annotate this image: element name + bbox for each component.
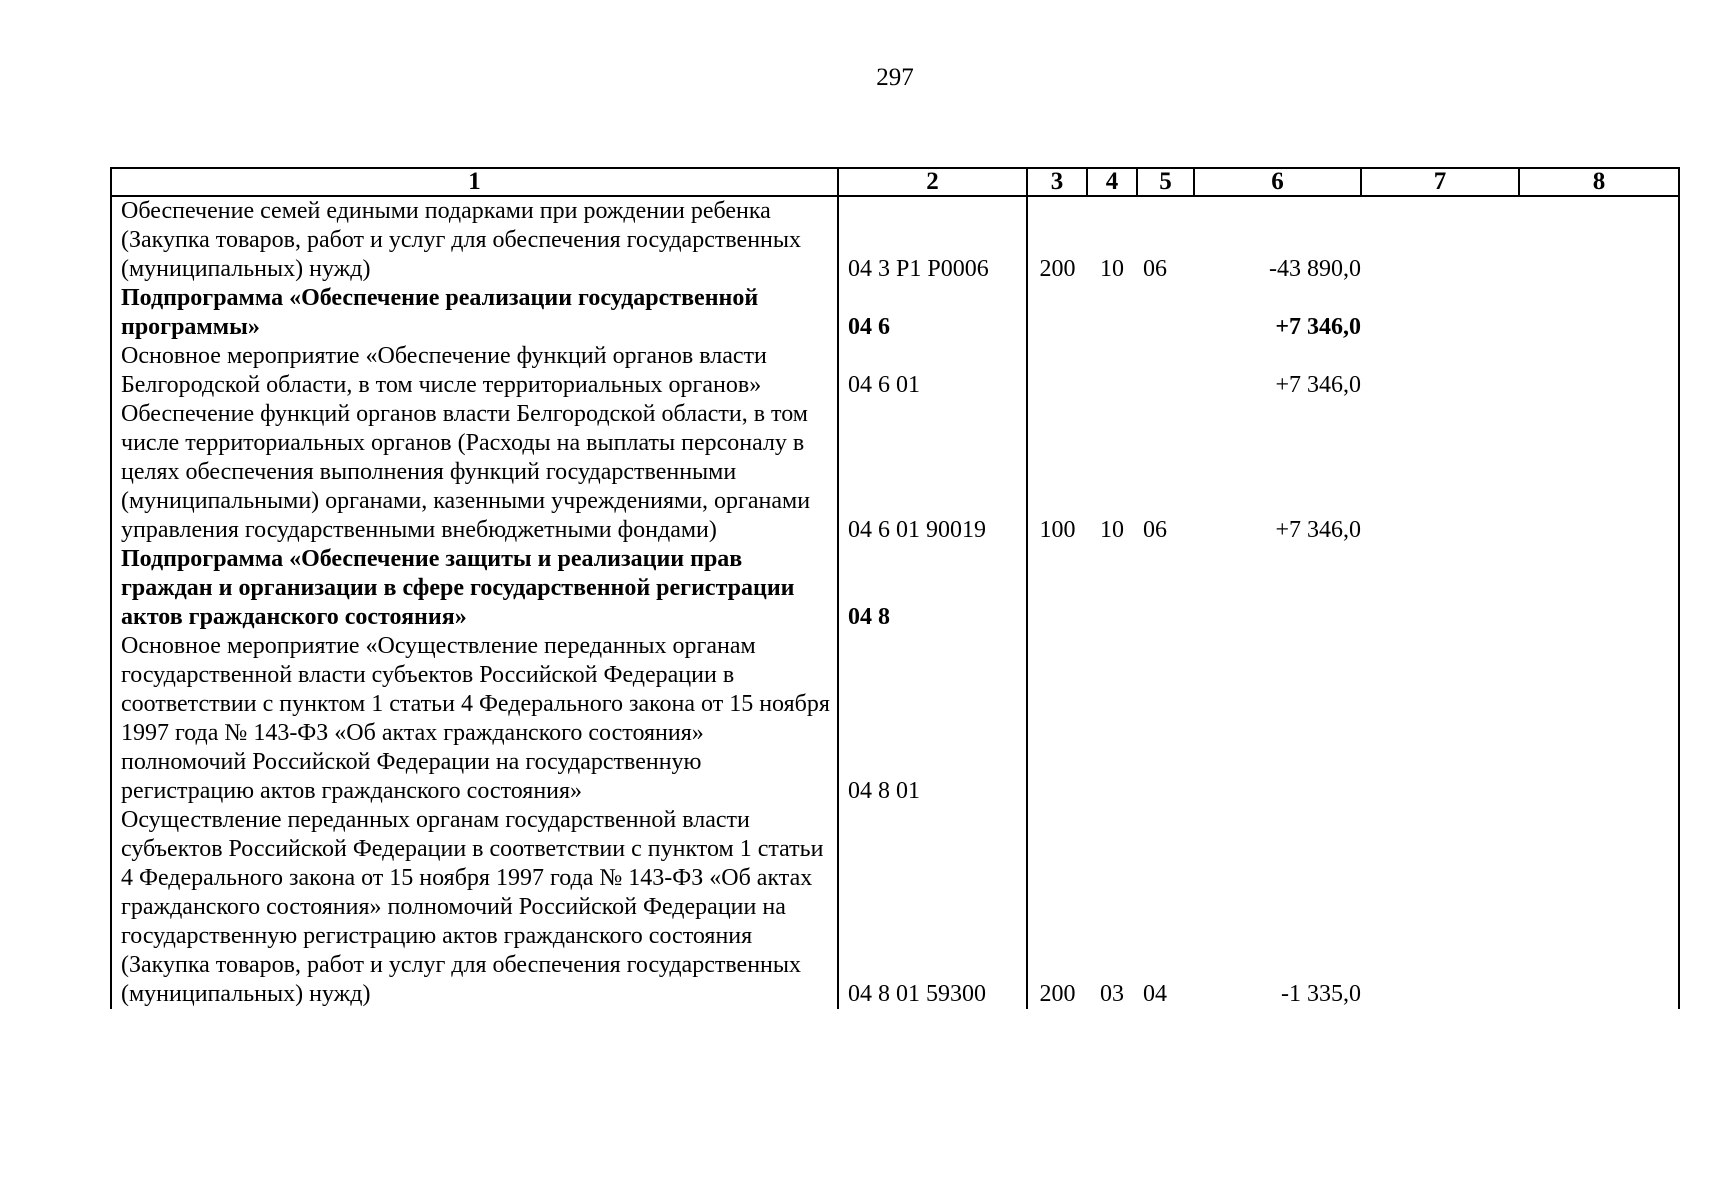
row-expense-type-cell: 100 (1027, 400, 1087, 545)
row-col8-cell (1519, 400, 1679, 545)
header-col-7: 7 (1361, 168, 1519, 196)
table-row (111, 284, 1679, 342)
row-subsection-cell (1137, 545, 1194, 632)
row-col7-cell (1361, 806, 1519, 1009)
row-subsection-cell: 06 (1143, 256, 1167, 282)
row-col7-cell (1361, 400, 1519, 545)
row-name-cell: Подпрограмма «Обеспечение защиты и реализации прав граждан и организации в сфере государственной регистрации актов гражданского состояния» (111, 545, 838, 632)
row-section-cell: 10 (1100, 517, 1124, 543)
row-expense-type-cell (1027, 284, 1087, 342)
header-col-5: 5 (1137, 168, 1194, 196)
header-col-4: 4 (1087, 168, 1137, 196)
table-body (111, 196, 1679, 1009)
table-row (111, 545, 1679, 632)
row-col8-cell (1519, 196, 1679, 284)
row-amount-cell: +7 346,0 (1275, 314, 1361, 340)
header-col-8: 8 (1519, 168, 1679, 196)
row-expense-type-cell (1027, 342, 1087, 400)
row-section-cell (1087, 632, 1137, 806)
row-amount-cell (1194, 545, 1361, 632)
row-amount-cell: +7 346,0 (1275, 372, 1361, 398)
row-col7-cell (1361, 632, 1519, 806)
header-col-1: 1 (111, 168, 838, 196)
row-col7-cell (1361, 284, 1519, 342)
row-amount-cell (1194, 632, 1361, 806)
budget-table (110, 167, 1680, 1009)
row-col8-cell (1519, 284, 1679, 342)
row-col7-cell (1361, 196, 1519, 284)
row-name-cell: Подпрограмма «Обеспечение реализации государственной программы» (111, 284, 838, 342)
table-row (111, 632, 1679, 806)
row-expense-type-cell: 200 (1027, 806, 1087, 1009)
row-subsection-cell: 06 (1143, 517, 1167, 543)
row-subsection-cell: 04 (1143, 981, 1167, 1007)
row-amount-cell: -43 890,0 (1269, 256, 1361, 282)
row-col8-cell (1519, 342, 1679, 400)
row-subsection-cell (1137, 632, 1194, 806)
row-name-cell: Обеспечение семей едиными подарками при рождении ребенка (Закупка товаров, работ и услуг для обеспечения государственных (муниципальных) нужд) (111, 196, 838, 284)
row-section-cell (1087, 545, 1137, 632)
row-code-cell: 04 6 (838, 284, 1027, 342)
row-expense-type-cell (1027, 545, 1087, 632)
row-name-cell: Обеспечение функций органов власти Белгородской области, в том числе территориальных органов (Расходы на выплаты персоналу в целях обеспечения выполнения функций государственными (муниципальными) органами, казенными учреждениями, органами управления государственными внебюджетными фондами) (111, 400, 838, 545)
header-col-6: 6 (1194, 168, 1361, 196)
header-col-2: 2 (838, 168, 1027, 196)
row-section-cell (1087, 284, 1137, 342)
row-code-cell: 04 6 01 90019 (838, 400, 1027, 545)
table-row (111, 400, 1679, 545)
row-section-cell: 10 (1100, 256, 1124, 282)
row-col7-cell (1361, 545, 1519, 632)
page-number: 297 (876, 64, 914, 91)
row-col8-cell (1519, 806, 1679, 1009)
row-section-cell (1087, 342, 1137, 400)
row-col7-cell (1361, 342, 1519, 400)
row-name-cell: Основное мероприятие «Обеспечение функций органов власти Белгородской области, в том числе территориальных органов» (111, 342, 838, 400)
row-code-cell: 04 8 (838, 545, 1027, 632)
row-code-cell: 04 8 01 59300 (838, 806, 1027, 1009)
table-row (111, 806, 1679, 1009)
row-amount-cell: -1 335,0 (1281, 981, 1361, 1007)
row-code-cell: 04 6 01 (838, 342, 1027, 400)
table-row (111, 196, 1679, 284)
header-col-3: 3 (1027, 168, 1087, 196)
row-subsection-cell (1137, 284, 1194, 342)
row-code-cell: 04 3 P1 P0006 (838, 196, 1027, 284)
table-header-row (111, 168, 1679, 196)
table-row (111, 342, 1679, 400)
row-expense-type-cell (1027, 632, 1087, 806)
row-expense-type-cell: 200 (1027, 196, 1087, 284)
row-amount-cell: +7 346,0 (1275, 517, 1361, 543)
row-name-cell: Осуществление переданных органам государственной власти субъектов Российской Федерации в соответствии с пунктом 1 статьи 4 Федерального закона от 15 ноября 1997 года № 143-ФЗ «Об актах гражданского состояния» полномочий Российской Федерации на государственную регистрацию актов гражданского состояния (Закупка товаров, работ и услуг для обеспечения государственных (муниципальных) нужд) (111, 806, 838, 1009)
row-col8-cell (1519, 545, 1679, 632)
row-col8-cell (1519, 632, 1679, 806)
row-section-cell: 03 (1100, 981, 1124, 1007)
row-subsection-cell (1137, 342, 1194, 400)
row-name-cell: Основное мероприятие «Осуществление переданных органам государственной власти субъектов Российской Федерации в соответствии с пунктом 1 статьи 4 Федерального закона от 15 ноября 1997 года № 143-ФЗ «Об актах гражданского состояния» полномочий Российской Федерации на государственную регистрацию актов гражданского состояния» (111, 632, 838, 806)
row-code-cell: 04 8 01 (838, 632, 1027, 806)
